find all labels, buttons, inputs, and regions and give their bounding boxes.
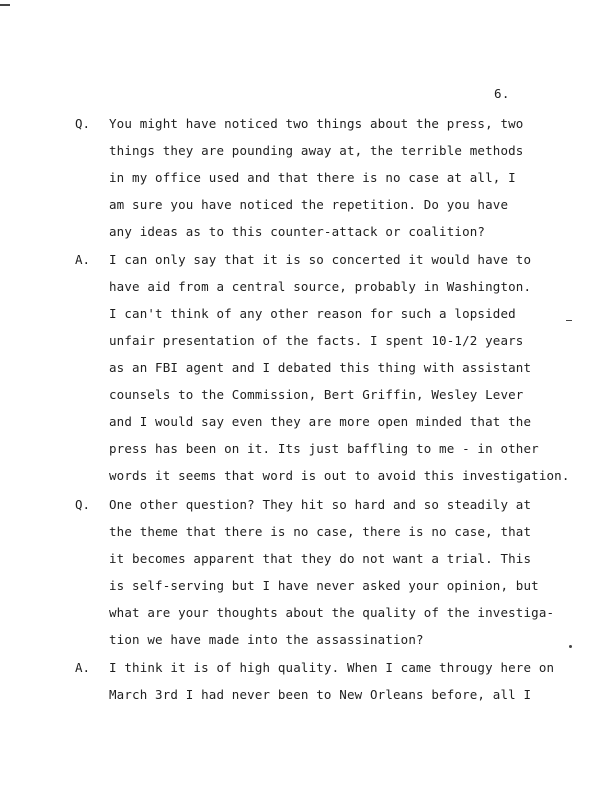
text-line: and I would say even they are more open minded that the [109,414,532,429]
text-line: in my office used and that there is no case at all, I [109,170,516,185]
text-line: things they are pounding away at, the terrible methods [109,143,524,158]
text-line: I think it is of high quality. When I came througy here on [109,660,555,675]
text-line: tion we have made into the assassination? [109,632,424,647]
scan-mark-right [566,320,572,321]
text-line: I can't think of any other reason for such a lopsided [109,306,516,321]
speaker-label: A. [75,252,91,267]
text-line: unfair presentation of the facts. I spent 10-1/2 years [109,333,524,348]
text-line: One other question? They hit so hard and so steadily at [109,497,532,512]
scan-mark-top-left [0,4,10,6]
text-line: counsels to the Commission, Bert Griffin, Wesley Lever [109,387,524,402]
text-line: is self-serving but I have never asked your opinion, but [109,578,539,593]
speaker-label: Q. [75,497,91,512]
text-line: what are your thoughts about the quality of the investiga- [109,605,555,620]
scan-mark-right-lower [569,645,572,648]
page-number: 6. [494,86,510,101]
text-line: it becomes apparent that they do not want a trial. This [109,551,532,566]
text-line: any ideas as to this counter-attack or coalition? [109,224,486,239]
text-line: You might have noticed two things about the press, two [109,116,524,131]
text-line: press has been on it. Its just baffling to me - in other [109,441,539,456]
speaker-label: Q. [75,116,91,131]
text-line: I can only say that it is so concerted it would have to [109,252,532,267]
text-line: March 3rd I had never been to New Orleans before, all I [109,687,532,702]
text-line: as an FBI agent and I debated this thing with assistant [109,360,532,375]
text-line: words it seems that word is out to avoid this investigation. [109,468,570,483]
text-line: am sure you have noticed the repetition. Do you have [109,197,509,212]
text-line: the theme that there is no case, there is no case, that [109,524,532,539]
speaker-label: A. [75,660,91,675]
text-line: have aid from a central source, probably in Washington. [109,279,532,294]
